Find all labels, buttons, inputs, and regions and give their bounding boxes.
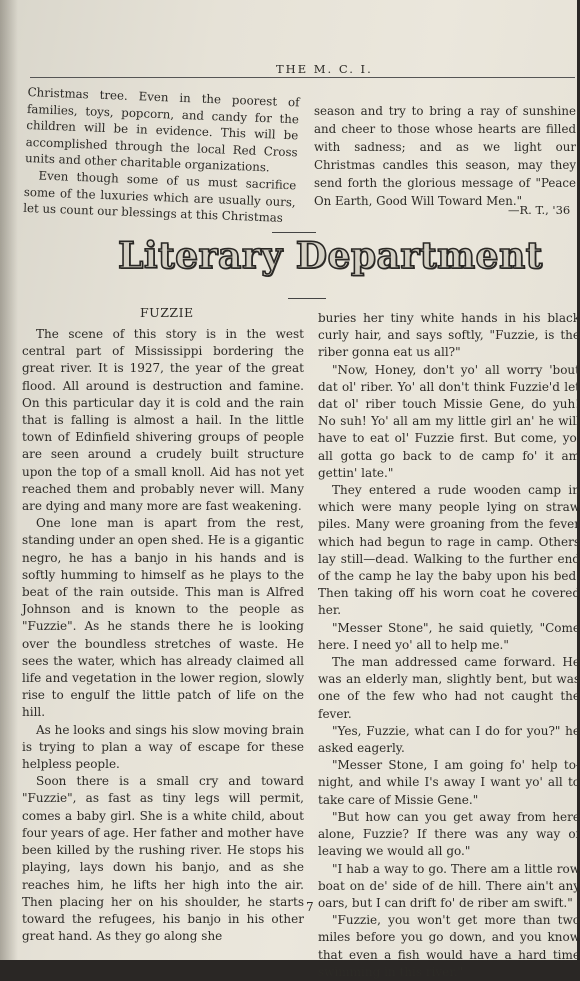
section-title: Literary Department [118, 235, 543, 277]
paragraph: "Messer Stone", he said quietly, "Come here. I need yo' all to help me." [318, 620, 580, 652]
story-left-column [22, 326, 304, 945]
paragraph: "But how can you get away from here alone, Fuzzie? If there was any way of leaving we would all go." [318, 809, 580, 859]
paragraph: Christmas tree. Even in the poorest of families, toys, popcorn, and candy for the children will be in evidence. This will be accomplished through the local Red Cross units and other charitable organizations. [24, 84, 300, 175]
binding-shadow [0, 0, 18, 960]
header-rule [30, 77, 575, 78]
running-head: THE M. C. I. [276, 62, 373, 76]
top-right-column [314, 102, 576, 210]
top-left-column [23, 84, 300, 227]
author-signature: —R. T., '36 [508, 203, 571, 217]
paragraph: Soon there is a small cry and toward "Fuzzie", as fast as tiny legs will permit, comes a baby girl. She is a white child, about four years of age. Her father and mother have been killed by the rushing river. He stops his playing, lays down his banjo, and as she reaches him, he lifts her high into the air. Then placing her on his shoulder, he starts toward the refugees, his banjo in his other great hand. As they go along she [22, 774, 304, 944]
paragraph: buries her tiny white hands in his black curly hair, and says softly, "Fuzzie, is the riber gonna eat us all?" [318, 311, 580, 360]
paragraph: One lone man is apart from the rest, standing under an open shed. He is a gigantic negro, he has a banjo in his hands and is softly humming to himself as he plays to the beat of the rain outside. This man is Alfred Johnson and is known to the people as "Fuzzie". As he stands there he is looking over the boundless stretches of waste. He sees the water, which has already claimed all life and vegetation in the lower region, slowly rise to engulf the little patch of life on the hill. [22, 516, 304, 720]
section-rule-bottom [288, 298, 326, 299]
paragraph: "Fuzzie, you won't get more than two miles before you go down, and you know that even a fish would have a hard time swimming in this river." [318, 913, 580, 979]
paragraph: They entered a rude wooden camp in which were many people lying on straw piles. Many were groaning from the fever which had begun to rage in camp. Others lay still—dead. Walking to the further end of the camp he lay the baby upon his bed. Then taking off his worn coat he covered her. [318, 483, 580, 618]
paragraph: The man addressed came forward. He was an elderly man, slightly bent, but was one of the few who had not caught the fever. [318, 655, 580, 721]
paragraph: As he looks and sings his slow moving brain is trying to plan a way of escape for these helpless people. [22, 722, 305, 772]
paragraph: "I hab a way to go. There am a little row boat on de' side of de hill. There ain't any oars, but I can drift fo' de riber am swift." [318, 861, 580, 910]
paragraph: season and try to bring a ray of sunshine and cheer to those whose hearts are filled with sadness; and as we light our Christmas candles this season, may they send forth the glorious message of "Peace On Earth, Good Will Toward Men." [314, 104, 576, 208]
story-title: FUZZIE [140, 305, 194, 320]
paragraph: "Yes, Fuzzie, what can I do for you?" he asked eagerly. [318, 723, 580, 756]
paragraph: Even though some of us must sacrifice some of the luxuries which are usually ours, let us count our blessings at this Christmas [22, 168, 297, 226]
section-rule-top [272, 232, 316, 233]
page-number: 7 [306, 900, 314, 914]
paragraph: "Messer Stone, I am going fo' help to-night, and while I's away I want yo' all to take care of Missie Gene." [318, 758, 580, 807]
story-right-column [318, 310, 580, 981]
paragraph: The scene of this story is in the west central part of Mississippi bordering the great river. It is 1927, the year of the great flood. All around is destruction and famine. On this particular day it is cold and the rain that is falling is almost a hail. In the little town of Edinfield shivering groups of people are seen around a crudely built structure upon the top of a small knoll. Aid has not yet reached them and probably never will. Many are dying and many more are fast weakening. [22, 327, 304, 514]
paragraph: "Now, Honey, don't yo' all worry 'bout dat ol' riber. Yo' all don't think Fuzzie'd let dat ol' riber touch Missie Gene, do yuh! No suh! Yo' all am my little girl an' he will have to eat ol' Fuzzie first. But come, yo' all gotta go back to de camp fo' it am gettin' late." [318, 362, 580, 480]
